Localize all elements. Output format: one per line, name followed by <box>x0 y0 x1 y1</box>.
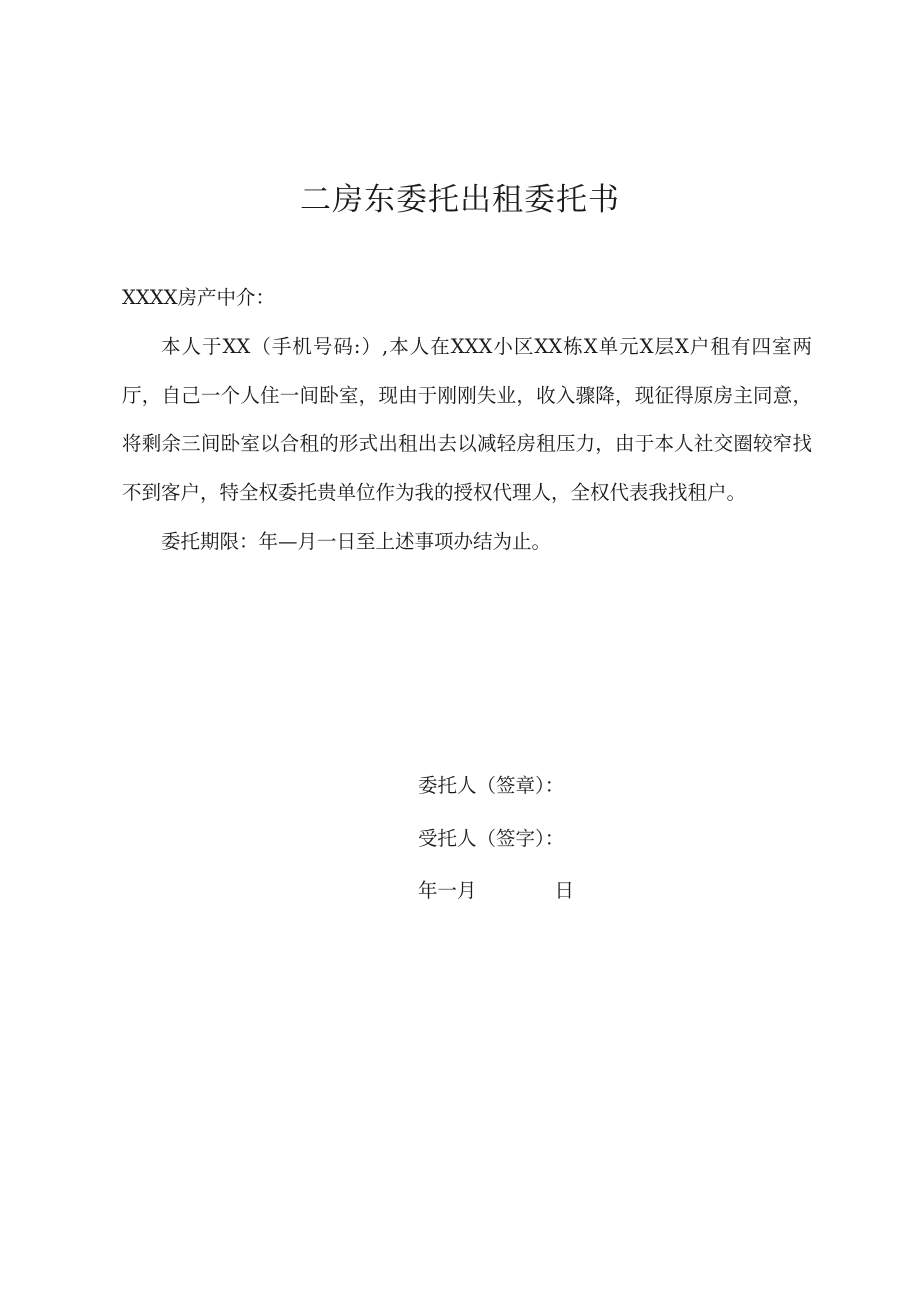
main-paragraph: 本人于XX（手机号码:）,本人在XXX小区XX栋X单元X层X户租有四室两厅，自己一个人住一间卧室，现由于刚刚失业，收入骤降，现征得原房主同意，将剩余三间卧室以合租的形式出租出去以减轻房租压力，由于本人社交圈较窄找不到客户，特全权委托贵单位作为我的授权代理人，全权代表我找租户。 <box>122 334 812 505</box>
salutation: XXXX房产中介： <box>122 286 276 309</box>
document-title: 二房东委托出租委托书 <box>300 182 620 218</box>
document-body <box>122 274 812 567</box>
signature-block <box>418 760 718 918</box>
date-day: 日 <box>554 879 575 902</box>
signature-date <box>418 865 718 918</box>
agent-signature-label: 受托人（签字）： <box>418 826 565 850</box>
principal-signature-label: 委托人（签章）： <box>418 774 565 797</box>
date-year-month: 年一月 <box>418 879 477 902</box>
term-paragraph: 委托期限：年—月一日至上述事项办结为止。 <box>161 529 552 553</box>
